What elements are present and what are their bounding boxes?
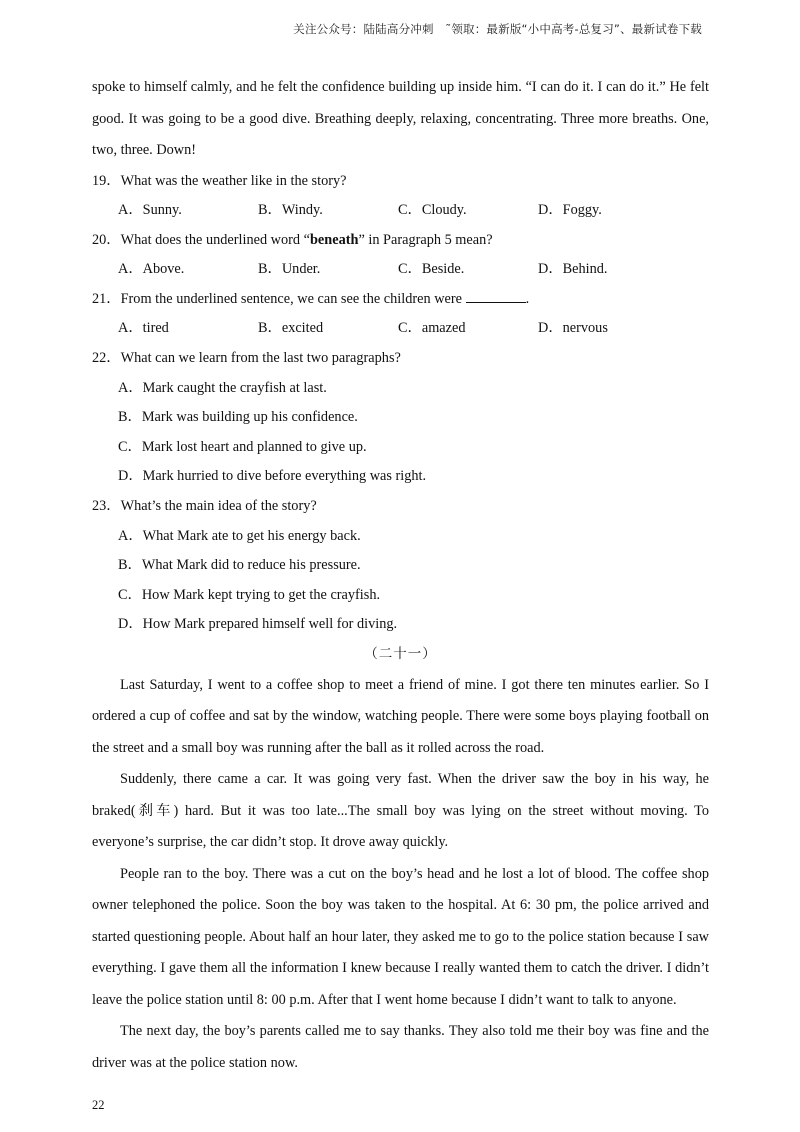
question-21	[92, 285, 709, 344]
question-stem: What can we learn from the last two paragraphs?	[120, 350, 401, 367]
option-d[interactable]: D．Behind.	[538, 261, 608, 278]
question-number: 20．	[92, 231, 121, 248]
answer-blank[interactable]	[466, 290, 526, 303]
question-19	[92, 167, 709, 226]
question-stem-start: What does the underlined word “	[120, 231, 310, 248]
option-d[interactable]: D．nervous	[538, 320, 608, 337]
section-title: （二十一）	[364, 646, 437, 662]
option-a[interactable]: A．tired	[118, 320, 169, 337]
question-20	[92, 226, 709, 285]
question-number: 19．	[92, 172, 121, 189]
question-23	[92, 492, 709, 640]
question-stem-end: .	[525, 290, 530, 307]
option-c[interactable]: C．Mark lost heart and planned to give up.	[118, 438, 367, 455]
option-d[interactable]: D．How Mark prepared himself well for diving.	[118, 616, 398, 633]
option-a[interactable]: A．Sunny.	[118, 202, 182, 219]
key-word: beneath	[309, 231, 359, 248]
option-b[interactable]: B．excited	[258, 320, 324, 337]
page-header: 关注公众号：陆陆高分冲刺 ˜领取：最新版“小中高考-总复习”、最新试卷下载	[293, 22, 702, 36]
question-22	[92, 344, 709, 492]
story-paragraph-3: People ran to the boy. There was a cut on the boy’s head and he lost a lot of blood. The coffee shop owner telephoned the police. Soon the boy was taken to the hospital. At 6: 30 pm, the police arrived and started questioning people. About half an hour later, they asked me to go to the police station because I saw everything. I gave them all the information I knew because I really wanted them to catch the driver. I didn’t leave the police station until 8: 00 p.m. After that I went home because I didn’t want to talk to anyone.	[92, 865, 709, 1008]
option-b[interactable]: B．Mark was building up his confidence.	[118, 409, 358, 426]
option-c[interactable]: C．Cloudy.	[398, 202, 467, 219]
story-paragraph-4: The next day, the boy’s parents called me to say thanks. They also told me their boy was fine and the driver was at the police station now.	[92, 1023, 709, 1071]
question-number: 21．	[92, 290, 121, 307]
story-paragraph-1: Last Saturday, I went to a coffee shop to meet a friend of mine. I got there ten minutes earlier. So I ordered a cup of coffee and sat by the window, watching people. There were some boys playing football on the street and a small boy was running after the ball as it rolled across the road.	[92, 676, 709, 756]
option-c[interactable]: C．Beside.	[398, 261, 465, 278]
question-stem-end: ” in Paragraph 5 mean?	[358, 231, 493, 248]
option-b[interactable]: B．Windy.	[258, 202, 323, 219]
option-row	[92, 314, 709, 344]
question-number: 22．	[92, 350, 121, 367]
option-b[interactable]: B．Under.	[258, 261, 321, 278]
story-paragraph-2: Suddenly, there came a car. It was going very fast. When the driver saw the boy in his way, he braked(刹车) hard. But it was too late...The small boy was lying on the street without moving. To everyone’s surprise, the car didn’t stop. It drove away quickly.	[92, 771, 709, 851]
page-content	[92, 72, 709, 1079]
question-stem-start: From the underlined sentence, we can see the children were	[120, 290, 466, 307]
option-c[interactable]: C．How Mark kept trying to get the crayfish.	[118, 586, 381, 603]
option-d[interactable]: D．Foggy.	[538, 202, 602, 219]
question-number: 23．	[92, 498, 121, 515]
passage-ending: spoke to himself calmly, and he felt the confidence building up inside him. “I can do it. I can do it.” He felt good. It was going to be a good dive. Breathing deeply, relaxing, concentrating. Three more breaths. One, two, three. Down!	[92, 79, 709, 158]
option-a[interactable]: A．Mark caught the crayfish at last.	[118, 379, 327, 396]
option-c[interactable]: C．amazed	[398, 320, 466, 337]
page-number: 22	[92, 1098, 105, 1112]
option-a[interactable]: A．What Mark ate to get his energy back.	[118, 527, 361, 544]
option-d[interactable]: D．Mark hurried to dive before everything was right.	[118, 468, 427, 485]
question-stem: What’s the main idea of the story?	[120, 498, 317, 515]
option-row	[92, 255, 709, 285]
question-stem: What was the weather like in the story?	[120, 172, 347, 189]
option-row	[92, 196, 709, 226]
option-a[interactable]: A．Above.	[118, 261, 185, 278]
option-b[interactable]: B．What Mark did to reduce his pressure.	[118, 557, 361, 574]
